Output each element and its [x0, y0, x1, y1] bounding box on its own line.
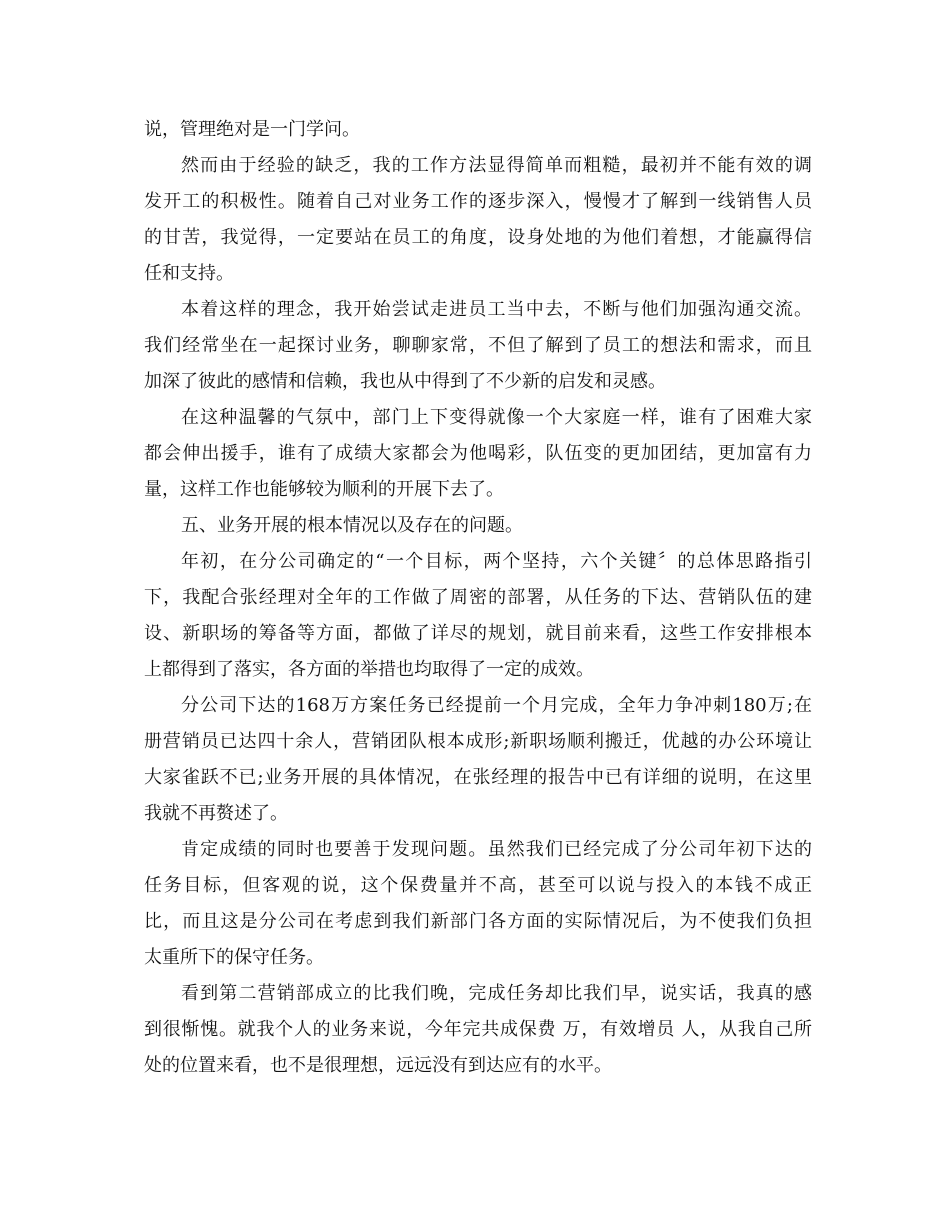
text-line: 我们经常坐在一起探讨业务，聊聊家常，不但了解到了员工的想法和需求，而且	[144, 335, 812, 356]
text-line: 设、新职场的筹备等方面，都做了详尽的规划，就目前来看，这些工作安排根本	[144, 623, 812, 644]
paragraph-6	[144, 544, 812, 688]
text-line: 然而由于经验的缺乏，我的工作方法显得简单而粗糙，最初并不能有效的调	[181, 155, 812, 176]
text-line: 在这种温馨的气氛中，部门上下变得就像一个大家庭一样，谁有了困难大家	[181, 407, 812, 428]
text-line: 都会伸出援手，谁有了成绩大家都会为他喝彩，队伍变的更加团结，更加富有力	[144, 443, 812, 464]
text-line: 的甘苦，我觉得，一定要站在员工的角度，设身处地的为他们着想，才能赢得信	[144, 227, 812, 248]
text-line: 说，管理绝对是一门学问。	[144, 119, 360, 140]
paragraph-7	[144, 688, 812, 832]
text-line: 上都得到了落实，各方面的举措也均取得了一定的成效。	[144, 659, 594, 680]
text-line: 本着这样的理念，我开始尝试走进员工当中去，不断与他们加强沟通交流。	[181, 299, 812, 320]
text-line: 看到第二营销部成立的比我们晚，完成任务却比我们早，说实话，我真的感	[181, 983, 812, 1004]
text-line: 任务目标，但客观的说，这个保费量并不高，甚至可以说与投入的本钱不成正	[144, 875, 812, 896]
text-line: 任和支持。	[144, 263, 234, 284]
text-line: 加深了彼此的感情和信赖，我也从中得到了不少新的启发和灵感。	[144, 371, 666, 392]
paragraph-1	[144, 112, 812, 148]
text-line: 大家雀跃不已;业务开展的具体情况，在张经理的报告中已有详细的说明，在这里	[144, 767, 812, 788]
text-line: 肯定成绩的同时也要善于发现问题。虽然我们已经完成了分公司年初下达的	[181, 839, 812, 860]
heading-line: 五、业务开展的根本情况以及存在的问题。	[181, 515, 523, 536]
paragraph-8	[144, 832, 812, 976]
text-line: 比，而且这是分公司在考虑到我们新部门各方面的实际情况后，为不使我们负担	[144, 911, 812, 932]
paragraph-2	[144, 148, 812, 292]
text-line: 量，这样工作也能够较为顺利的开展下去了。	[144, 479, 504, 500]
text-line: 到很惭愧。就我个人的业务来说，今年完共成保费 万，有效增员 人，从我自己所	[144, 1019, 812, 1040]
text-line: 太重所下的保守任务。	[144, 947, 324, 968]
text-line: 我就不再赘述了。	[144, 803, 288, 824]
text-line: 处的位置来看，也不是很理想，远远没有到达应有的水平。	[144, 1055, 612, 1076]
text-line: 下，我配合张经理对全年的工作做了周密的部署，从任务的下达、营销队伍的建	[144, 587, 812, 608]
paragraph-4	[144, 400, 812, 508]
text-line: 册营销员已达四十余人，营销团队根本成形;新职场顺利搬迁，优越的办公环境让	[144, 731, 812, 752]
paragraph-3	[144, 292, 812, 400]
text-line: 发开工的积极性。随着自己对业务工作的逐步深入，慢慢才了解到一线销售人员	[144, 191, 812, 212]
paragraph-9	[144, 976, 812, 1084]
document-page	[144, 112, 812, 1084]
text-line: 年初，在分公司确定的“一个目标，两个坚持，六个关键〞的总体思路指引	[181, 551, 812, 572]
section-heading	[144, 508, 812, 544]
text-line: 分公司下达的168万方案任务已经提前一个月完成，全年力争冲刺180万;在	[181, 695, 812, 716]
